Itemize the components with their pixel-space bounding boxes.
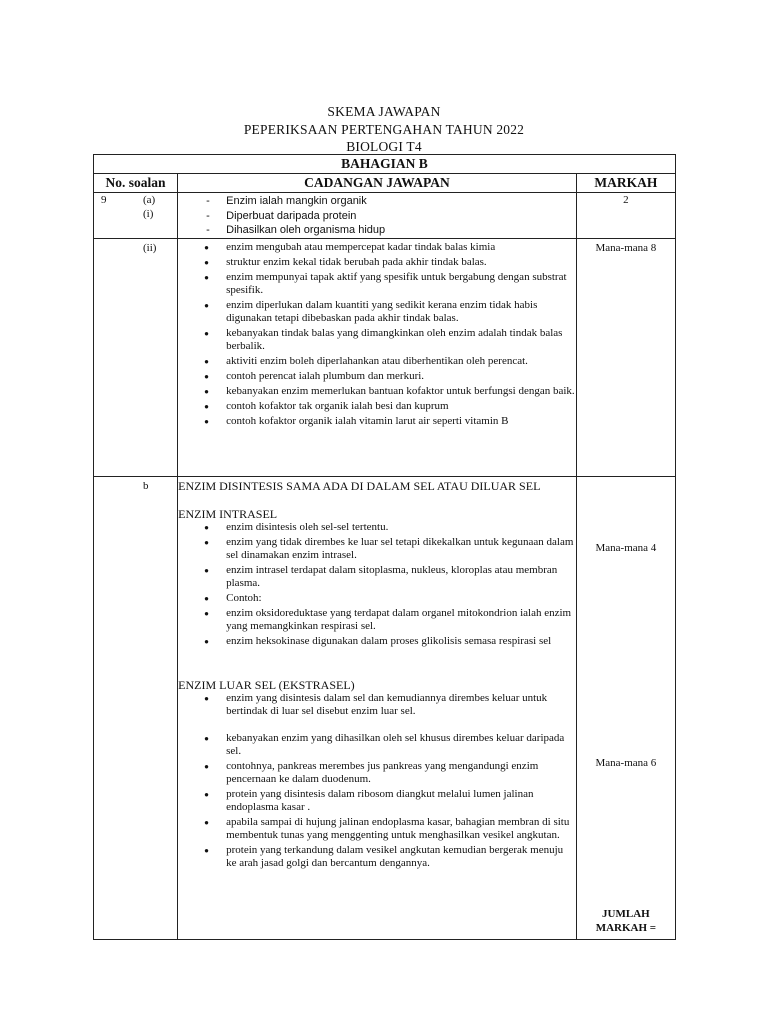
list-item: ● enzim disintesis oleh sel-sel tertentu.	[178, 521, 576, 534]
list-item: ● kebanyakan enzim memerlukan bantuan kofaktor untuk berfungsi dengan baik.	[178, 385, 576, 398]
answer-cell	[178, 238, 577, 476]
header-title: SKEMA JAWAPAN	[327, 104, 441, 119]
intrasel-heading: ENZIM INTRASEL	[178, 506, 278, 521]
answer-list	[178, 194, 576, 238]
question-subpart: (i)	[143, 208, 154, 220]
question-number-cell	[94, 193, 178, 239]
header-subject: BIOLOGI T4	[346, 139, 422, 154]
mark-stack	[577, 477, 675, 939]
list-item: ● contoh perencat ialah plumbum dan merkuri.	[178, 370, 576, 383]
header-exam-name: PEPERIKSAAN PERTENGAHAN TAHUN 2022	[243, 121, 525, 137]
mark-value: Mana-mana 4	[595, 541, 657, 554]
question-number-cell	[94, 238, 178, 476]
answer-cell	[178, 193, 577, 239]
question-number-cell	[94, 476, 178, 939]
table-row	[94, 476, 676, 939]
table-row	[94, 238, 676, 476]
table-row	[94, 193, 676, 239]
column-header-answer: CADANGAN JAWAPAN	[178, 174, 577, 193]
column-header-row	[94, 174, 676, 193]
total-label-line1: JUMLAH	[602, 907, 650, 920]
ekstrasel-heading: ENZIM LUAR SEL (EKSTRASEL)	[178, 677, 355, 692]
list-item: ● aktiviti enzim boleh diperlahankan atau diberhentikan oleh perencat.	[178, 355, 576, 368]
section-row	[94, 155, 676, 174]
list-item: ● enzim intrasel terdapat dalam sitoplasma, nukleus, kloroplas atau membran plasma.	[178, 564, 576, 590]
mark-cell	[576, 193, 675, 239]
list-item: ● enzim diperlukan dalam kuantiti yang sedikit kerana enzim tidak habis digunakan tetapi dibebaskan pada akhir tindak balas.	[178, 299, 576, 325]
list-item: ● protein yang terkandung dalam vesikel angkutan kemudian bergerak menuju ke arah jasad golgi dan bercantum dengannya.	[178, 844, 576, 870]
list-item: ● Contoh:	[178, 592, 576, 605]
list-item: - Dihasilkan oleh organisma hidup	[178, 223, 576, 238]
list-item: - Diperbuat daripada protein	[178, 209, 576, 224]
mark-value: Mana-mana 6	[595, 756, 657, 769]
intrasel-list	[178, 521, 576, 648]
total-label-line2: MARKAH =	[595, 921, 657, 934]
answer-intro: ENZIM DISINTESIS SAMA ADA DI DALAM SEL ATAU DILUAR SEL	[178, 478, 541, 493]
list-item: ● contohnya, pankreas merembes jus pankreas yang mengandungi enzim pencernaan ke dalam duodenum.	[178, 760, 576, 786]
list-item: ● enzim yang disintesis dalam sel dan kemudiannya dirembes keluar untuk bertindak di luar sel disebut enzim luar sel.	[178, 692, 576, 718]
list-item: ● kebanyakan enzim yang dihasilkan oleh sel khusus dirembes keluar daripada sel.	[178, 732, 576, 758]
list-item: ● apabila sampai di hujung jalinan endoplasma kasar, bahagian membran di situ membentuk tunas yang menggenting untuk menghasilkan vesikel angkutan.	[178, 816, 576, 842]
ekstrasel-list	[178, 692, 576, 870]
column-header-marks: MARKAH	[576, 174, 675, 193]
column-header-question: No. soalan	[94, 174, 178, 193]
list-item: ● enzim mengubah atau mempercepat kadar tindak balas kimia	[178, 241, 576, 254]
list-item: ● enzim mempunyai tapak aktif yang spesifik untuk bergabung dengan substrat spesifik.	[178, 271, 576, 297]
list-item: - Enzim ialah mangkin organik	[178, 194, 576, 209]
answer-scheme-table	[93, 154, 676, 940]
answer-list	[178, 241, 576, 428]
section-title: BAHAGIAN B	[94, 155, 676, 174]
question-part: b	[143, 479, 149, 492]
list-item: ● struktur enzim kekal tidak berubah pada akhir tindak balas.	[178, 256, 576, 269]
list-item: ● kebanyakan tindak balas yang dimangkinkan oleh enzim adalah tindak balas berbalik.	[178, 327, 576, 353]
list-item: ● contoh kofaktor tak organik ialah besi dan kuprum	[178, 400, 576, 413]
list-item: ● contoh kofaktor organik ialah vitamin larut air seperti vitamin B	[178, 415, 576, 428]
document-header	[0, 103, 768, 156]
mark-cell	[576, 476, 675, 939]
question-number: 9	[101, 194, 107, 206]
question-part: (a)	[143, 194, 156, 206]
list-item: ● enzim yang tidak dirembes ke luar sel tetapi dikekalkan untuk kegunaan dalam sel dinamakan enzim intrasel.	[178, 536, 576, 562]
mark-value: Mana-mana 8	[595, 241, 657, 254]
list-item: ● enzim heksokinase digunakan dalam proses glikolisis semasa respirasi sel	[178, 635, 576, 648]
answer-cell	[178, 476, 577, 939]
question-subpart: (ii)	[143, 241, 157, 254]
total-marks-label	[577, 907, 675, 935]
list-item: ● enzim oksidoreduktase yang terdapat dalam organel mitokondrion ialah enzim yang memangkinkan respirasi sel.	[178, 607, 576, 633]
list-item: ● protein yang disintesis dalam ribosom diangkut melalui lumen jalinan endoplasma kasar .	[178, 788, 576, 814]
mark-value: 2	[623, 194, 629, 206]
mark-cell	[576, 238, 675, 476]
